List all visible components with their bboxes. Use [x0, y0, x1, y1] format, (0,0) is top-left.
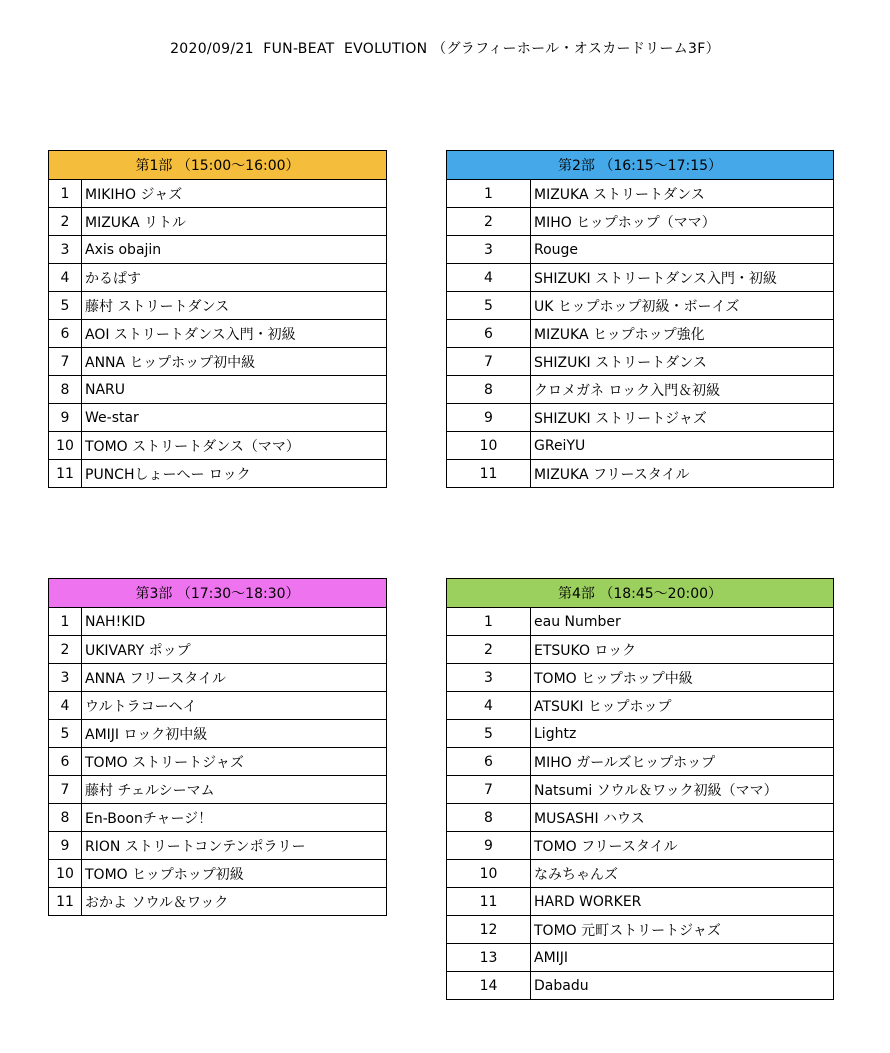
- part-4-header: 第4部 （18:45～20:00）: [447, 579, 834, 608]
- performer-name: PUNCHしょーへー ロック: [82, 460, 387, 488]
- table-row: [49, 608, 387, 636]
- performer-name: TOMO ストリートダンス（ママ）: [82, 432, 387, 460]
- performer-name: We-star: [82, 404, 387, 432]
- schedule-table-part-1: [48, 150, 387, 488]
- performer-name: MIZUKA リトル: [82, 208, 387, 236]
- table-row: [447, 636, 834, 664]
- table-row: [447, 776, 834, 804]
- order-number: 10: [49, 860, 82, 888]
- performer-name: かるぱす: [82, 264, 387, 292]
- order-number: 5: [447, 292, 531, 320]
- order-number: 6: [447, 320, 531, 348]
- performer-name: 藤村 ストリートダンス: [82, 292, 387, 320]
- order-number: 4: [447, 692, 531, 720]
- table-row: [447, 888, 834, 916]
- performer-name: ウルトラコーヘイ: [82, 692, 387, 720]
- table-row: [447, 608, 834, 636]
- table-row: [49, 376, 387, 404]
- performer-name: MIKIHO ジャズ: [82, 180, 387, 208]
- table-row: [49, 320, 387, 348]
- performer-name: ATSUKI ヒップホップ: [531, 692, 834, 720]
- table-row: [447, 236, 834, 264]
- order-number: 13: [447, 944, 531, 972]
- order-number: 4: [49, 264, 82, 292]
- performer-name: 藤村 チェルシーマム: [82, 776, 387, 804]
- order-number: 8: [49, 376, 82, 404]
- order-number: 2: [49, 208, 82, 236]
- table-row: [447, 692, 834, 720]
- order-number: 9: [49, 404, 82, 432]
- performer-name: eau Number: [531, 608, 834, 636]
- order-number: 8: [447, 804, 531, 832]
- performer-name: ANNA フリースタイル: [82, 664, 387, 692]
- order-number: 6: [49, 320, 82, 348]
- performer-name: MIZUKA ヒップホップ強化: [531, 320, 834, 348]
- performer-name: MUSASHI ハウス: [531, 804, 834, 832]
- schedule-table-part-4: [446, 578, 834, 1000]
- performer-name: ANNA ヒップホップ初中級: [82, 348, 387, 376]
- table-row: [49, 860, 387, 888]
- performer-name: NARU: [82, 376, 387, 404]
- performer-name: MIZUKA ストリートダンス: [531, 180, 834, 208]
- table-row: [447, 916, 834, 944]
- table-row: [49, 804, 387, 832]
- performer-name: TOMO ヒップホップ初級: [82, 860, 387, 888]
- order-number: 11: [447, 460, 531, 488]
- table-row: [447, 748, 834, 776]
- performer-name: ETSUKO ロック: [531, 636, 834, 664]
- order-number: 7: [49, 348, 82, 376]
- table-row: [447, 720, 834, 748]
- table-row: [49, 832, 387, 860]
- table-row: [447, 348, 834, 376]
- order-number: 3: [447, 236, 531, 264]
- table-row: [49, 348, 387, 376]
- table-row: [447, 860, 834, 888]
- table-row: [49, 692, 387, 720]
- order-number: 7: [49, 776, 82, 804]
- performer-name: TOMO 元町ストリートジャズ: [531, 916, 834, 944]
- performer-name: UKIVARY ポップ: [82, 636, 387, 664]
- order-number: 9: [49, 832, 82, 860]
- performer-name: おかよ ソウル＆ワック: [82, 888, 387, 916]
- order-number: 3: [49, 664, 82, 692]
- order-number: 11: [49, 888, 82, 916]
- order-number: 12: [447, 916, 531, 944]
- performer-name: TOMO ストリートジャズ: [82, 748, 387, 776]
- table-row: [447, 832, 834, 860]
- schedule-table-part-3: [48, 578, 387, 916]
- table-row: [49, 208, 387, 236]
- order-number: 1: [49, 180, 82, 208]
- performer-name: Rouge: [531, 236, 834, 264]
- table-row: [49, 636, 387, 664]
- performer-name: TOMO ヒップホップ中級: [531, 664, 834, 692]
- table-row: [49, 292, 387, 320]
- table-row: [447, 460, 834, 488]
- table-row: [49, 888, 387, 916]
- performer-name: Axis obajin: [82, 236, 387, 264]
- table-row: [447, 944, 834, 972]
- performer-name: Natsumi ソウル＆ワック初級（ママ）: [531, 776, 834, 804]
- order-number: 14: [447, 972, 531, 1000]
- table-row: [49, 180, 387, 208]
- performer-name: GReiYU: [531, 432, 834, 460]
- order-number: 11: [447, 888, 531, 916]
- order-number: 10: [49, 432, 82, 460]
- table-row: [49, 776, 387, 804]
- table-row: [49, 404, 387, 432]
- performer-name: AMIJI: [531, 944, 834, 972]
- part-1-header: 第1部 （15:00～16:00）: [49, 151, 387, 180]
- table-row: [447, 264, 834, 292]
- order-number: 8: [49, 804, 82, 832]
- order-number: 4: [447, 264, 531, 292]
- performer-name: MIHO ガールズヒップホップ: [531, 748, 834, 776]
- order-number: 2: [49, 636, 82, 664]
- schedule-table-part-2: [446, 150, 834, 488]
- order-number: 10: [447, 432, 531, 460]
- performer-name: SHIZUKI ストリートジャズ: [531, 404, 834, 432]
- order-number: 1: [447, 180, 531, 208]
- table-row: [447, 376, 834, 404]
- performer-name: En-Boonチャージ！: [82, 804, 387, 832]
- table-row: [447, 180, 834, 208]
- table-row: [49, 748, 387, 776]
- order-number: 6: [49, 748, 82, 776]
- performer-name: AOI ストリートダンス入門・初級: [82, 320, 387, 348]
- table-row: [447, 432, 834, 460]
- table-row: [447, 664, 834, 692]
- table-row: [49, 264, 387, 292]
- table-row: [447, 972, 834, 1000]
- performer-name: MIHO ヒップホップ（ママ）: [531, 208, 834, 236]
- performer-name: SHIZUKI ストリートダンス入門・初級: [531, 264, 834, 292]
- performer-name: TOMO フリースタイル: [531, 832, 834, 860]
- performer-name: NAH!KID: [82, 608, 387, 636]
- order-number: 11: [49, 460, 82, 488]
- table-row: [49, 664, 387, 692]
- performer-name: HARD WORKER: [531, 888, 834, 916]
- order-number: 5: [49, 720, 82, 748]
- order-number: 1: [447, 608, 531, 636]
- part-3-header: 第3部 （17:30～18:30）: [49, 579, 387, 608]
- order-number: 10: [447, 860, 531, 888]
- performer-name: Dabadu: [531, 972, 834, 1000]
- page-title: 2020/09/21 FUN-BEAT EVOLUTION （グラフィーホール・オスカードリーム3F）: [170, 41, 720, 57]
- table-row: [447, 208, 834, 236]
- order-number: 4: [49, 692, 82, 720]
- table-row: [49, 720, 387, 748]
- order-number: 2: [447, 208, 531, 236]
- performer-name: RION ストリートコンテンポラリー: [82, 832, 387, 860]
- order-number: 2: [447, 636, 531, 664]
- order-number: 5: [49, 292, 82, 320]
- table-row: [447, 404, 834, 432]
- performer-name: クロメガネ ロック入門＆初級: [531, 376, 834, 404]
- order-number: 3: [49, 236, 82, 264]
- performer-name: MIZUKA フリースタイル: [531, 460, 834, 488]
- performer-name: Lightz: [531, 720, 834, 748]
- order-number: 7: [447, 776, 531, 804]
- order-number: 5: [447, 720, 531, 748]
- order-number: 3: [447, 664, 531, 692]
- table-row: [447, 320, 834, 348]
- order-number: 1: [49, 608, 82, 636]
- table-row: [49, 432, 387, 460]
- performer-name: UK ヒップホップ初級・ボーイズ: [531, 292, 834, 320]
- performer-name: AMIJI ロック初中級: [82, 720, 387, 748]
- order-number: 8: [447, 376, 531, 404]
- part-2-header: 第2部 （16:15～17:15）: [447, 151, 834, 180]
- performer-name: SHIZUKI ストリートダンス: [531, 348, 834, 376]
- table-row: [447, 804, 834, 832]
- order-number: 7: [447, 348, 531, 376]
- order-number: 6: [447, 748, 531, 776]
- table-row: [49, 460, 387, 488]
- table-row: [49, 236, 387, 264]
- order-number: 9: [447, 832, 531, 860]
- performer-name: なみちゃんズ: [531, 860, 834, 888]
- order-number: 9: [447, 404, 531, 432]
- table-row: [447, 292, 834, 320]
